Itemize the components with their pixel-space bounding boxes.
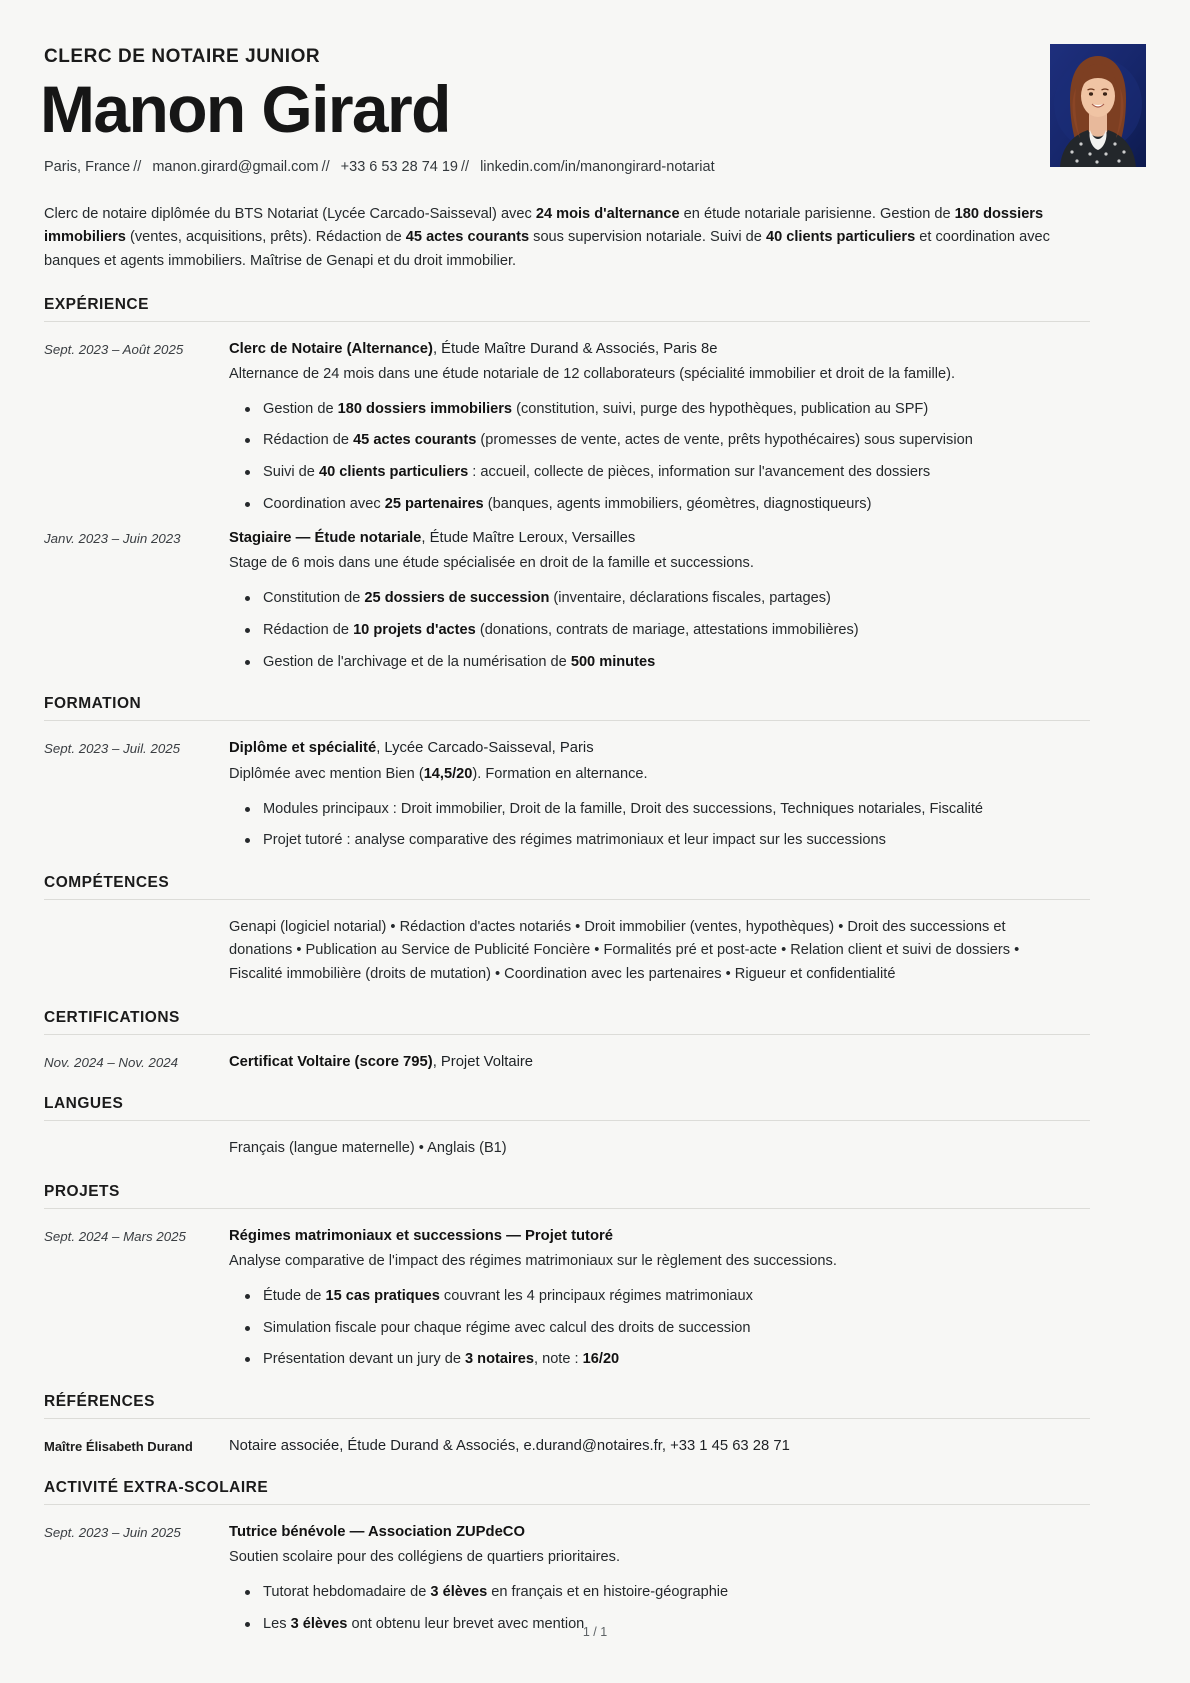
bullet-item [261, 429, 1090, 452]
section-heading-langues: LANGUES [44, 1095, 124, 1113]
body-text: Simulation fiscale pour chaque régime avec calcul des droits de succession [263, 1319, 751, 1336]
body-text: Soutien scolaire pour des collégiens de quartiers prioritaires. [229, 1549, 620, 1566]
entry-description [229, 363, 1090, 386]
body-text: (inventaire, déclarations fiscales, partages) [549, 590, 831, 607]
section-divider [44, 321, 1090, 322]
body-text: , note : [533, 1351, 583, 1368]
bullet-item [261, 587, 1090, 610]
emphasis-text: 180 dossiers immobiliers [44, 205, 1044, 246]
body-text: Gestion de [263, 400, 338, 417]
emphasis-text: 25 partenaires [384, 495, 484, 512]
body-text: , Lycée Carcado-Saisseval, Paris [376, 740, 594, 757]
emphasis-text: 45 actes courants [353, 432, 477, 449]
section-divider [44, 899, 1090, 900]
body-text: Gestion de l'archivage et de la numérisation de [263, 653, 571, 670]
competences-text: Genapi (logiciel notarial) • Rédaction d'actes notariés • Droit immobilier (ventes, hypothèques) • Droit des successions et donations • Publication au Service de Publicité Foncière • Formalités pré et post-acte • Relation client et suivi de dossiers • Fiscalité immobilière (droits de mutation) • Coordination avec les partenaires • Rigueur et confidentialité [229, 918, 1020, 983]
emphasis-text: Diplôme et spécialité [229, 740, 377, 757]
emphasis-text: Régimes matrimoniaux et successions — Projet tutoré [229, 1227, 614, 1244]
section-heading-certifications: CERTIFICATIONS [44, 1008, 180, 1026]
section-heading-competences: COMPÉTENCES [44, 873, 170, 891]
emphasis-text: 45 actes courants [405, 229, 530, 246]
bullet-item [261, 1581, 1090, 1604]
reference-name: Maître Élisabeth Durand [44, 1439, 193, 1454]
contact-separator-1: // [133, 158, 142, 175]
body-text: sous supervision notariale. Suivi de [529, 229, 766, 246]
body-text: (promesses de vente, actes de vente, prêts hypothécaires) sous supervision [476, 432, 973, 449]
body-text: Coordination avec [263, 495, 385, 512]
entry-bullet-list [229, 398, 1090, 515]
section-experience [44, 296, 1090, 674]
emphasis-text: 25 dossiers de succession [364, 590, 550, 607]
body-text: Diplômée avec mention Bien ( [229, 765, 424, 782]
body-text: Notaire associée, Étude Durand & Associés, e.durand@notaires.fr, +33 1 45 63 28 71 [229, 1438, 790, 1454]
section-heading-activite-extra-scolaire: ACTIVITÉ EXTRA-SCOLAIRE [44, 1479, 269, 1497]
section-competences [44, 874, 1090, 987]
body-text: Les [263, 1616, 291, 1633]
entry-title [229, 1225, 1090, 1247]
section-divider [44, 720, 1090, 721]
body-text: , Étude Maître Leroux, Versailles [421, 530, 636, 547]
entry-description [229, 552, 1090, 575]
entry-body [229, 1225, 1090, 1371]
body-text: Tutorat hebdomadaire de [263, 1584, 431, 1601]
page-title: CLERC DE NOTAIRE JUNIOR [44, 46, 321, 67]
body-text: Constitution de [263, 590, 365, 607]
bullet-item [261, 1348, 1090, 1371]
entry-title [229, 737, 1090, 759]
body-text: Alternance de 24 mois dans une étude notariale de 12 collaborateurs (spécialité immobilier et droit de la famille). [229, 365, 956, 382]
bullet-item [261, 398, 1090, 421]
emphasis-text: 40 clients particuliers [318, 464, 469, 481]
section-activite-extra-scolaire [44, 1479, 1090, 1635]
bullet-item [261, 651, 1090, 674]
entry-body [229, 1051, 1090, 1073]
bullet-item [261, 493, 1090, 516]
body-text: Étude de [263, 1288, 326, 1305]
entry-bullet-list [229, 587, 1090, 673]
body-text: Présentation devant un jury de [263, 1351, 466, 1368]
entry [44, 515, 1090, 673]
contact-line [44, 157, 920, 179]
emphasis-text: 14,5/20 [423, 765, 473, 782]
page-indicator: 1 / 1 [582, 1625, 608, 1639]
entry-title [229, 1521, 1090, 1543]
section-references [44, 1393, 1090, 1457]
body-text: Analyse comparative de l'impact des régimes matrimoniaux sur le règlement des successions. [229, 1253, 837, 1270]
body-text: , Étude Maître Durand & Associés, Paris 8e [432, 340, 718, 357]
section-divider [44, 1208, 1090, 1209]
entry-bullet-list [229, 1285, 1090, 1371]
entry-title [229, 527, 1090, 549]
contact-separator-3: // [460, 158, 470, 175]
bullet-item [261, 461, 1090, 484]
contact-phone[interactable]: +33 6 53 28 74 19 [340, 158, 458, 175]
entry-description [229, 1250, 1090, 1273]
section-heading-experience: EXPÉRIENCE [44, 295, 149, 313]
entry [44, 1039, 1090, 1074]
resume-header [40, 44, 1090, 179]
section-langues [44, 1095, 1090, 1161]
entry-title [229, 1051, 1090, 1073]
body-text: , Projet Voltaire [432, 1053, 534, 1070]
section-divider [44, 1034, 1090, 1035]
section-projets [44, 1183, 1090, 1371]
emphasis-text: Certificat Voltaire (score 795) [229, 1053, 433, 1070]
candidate-name: Manon Girard [40, 71, 450, 146]
section-divider [44, 1504, 1090, 1505]
entry-body [229, 527, 1090, 673]
section-heading-projets: PROJETS [44, 1182, 120, 1200]
bullet-item [261, 829, 1090, 852]
emphasis-text: 500 minutes [570, 653, 656, 670]
entry-title [229, 1435, 1090, 1457]
contact-email[interactable]: manon.girard@gmail.com [152, 158, 319, 175]
entry-dates: Sept. 2024 – Mars 2025 [44, 1228, 186, 1244]
body-text: ). Formation en alternance. [472, 765, 648, 782]
entry-description [229, 763, 1090, 786]
section-divider [44, 1120, 1090, 1121]
body-text: Projet tutoré : analyse comparative des régimes matrimoniaux et leur impact sur les successions [263, 832, 886, 849]
emphasis-text: 40 clients particuliers [765, 229, 916, 246]
body-text: Modules principaux : Droit immobilier, Droit de la famille, Droit des successions, Techniques notariales, Fiscalité [263, 800, 983, 817]
entry [44, 1509, 1090, 1635]
entry-dates: Nov. 2024 – Nov. 2024 [44, 1054, 179, 1070]
body-text: en étude notariale parisienne. Gestion de [679, 205, 955, 222]
emphasis-text: 15 cas pratiques [325, 1288, 440, 1305]
entry-body [229, 737, 1090, 851]
body-text: Rédaction de [263, 432, 354, 449]
emphasis-text: Stagiaire — Étude notariale [229, 530, 422, 547]
sections-container [44, 296, 1090, 1636]
body-text: et coordination avec banques et agents immobiliers. Maîtrise de Genapi et du droit immobilier. [44, 229, 1050, 269]
emphasis-text: 16/20 [582, 1351, 620, 1368]
section-divider [44, 1418, 1090, 1419]
entry-description [229, 1546, 1090, 1569]
body-text: (ventes, acquisitions, prêts). Rédaction de [125, 229, 406, 246]
body-text: (banques, agents immobiliers, géomètres, diagnostiqueurs) [483, 495, 872, 512]
body-text: ont obtenu leur brevet avec mention [347, 1616, 585, 1633]
contact-location: Paris, France [44, 158, 131, 175]
avatar [1050, 44, 1146, 167]
emphasis-text: 3 notaires [465, 1351, 534, 1368]
emphasis-text: 3 élèves [290, 1616, 348, 1633]
body-text: en français et en histoire-géographie [487, 1584, 729, 1601]
professional-summary [44, 203, 1090, 274]
contact-separator-2: // [321, 158, 330, 175]
bullet-item [261, 798, 1090, 821]
section-heading-formation: FORMATION [44, 695, 142, 713]
entry [44, 1423, 1090, 1457]
entry-dates: Sept. 2023 – Juil. 2025 [44, 741, 181, 757]
bullet-item [261, 1317, 1090, 1340]
section-certifications [44, 1009, 1090, 1074]
emphasis-text: Clerc de Notaire (Alternance) [229, 340, 433, 357]
entry-bullet-list [229, 798, 1090, 852]
entry [44, 326, 1090, 516]
contact-linkedin[interactable]: linkedin.com/in/manongirard-notariat [480, 158, 715, 175]
entry-body [229, 1521, 1090, 1635]
entry-dates: Janv. 2023 – Juin 2023 [44, 531, 181, 547]
entry-dates: Sept. 2023 – Août 2025 [44, 341, 184, 357]
bullet-item [261, 1285, 1090, 1308]
emphasis-text: Tutrice bénévole — Association ZUPdeCO [229, 1524, 525, 1541]
entry-body [229, 338, 1090, 516]
entry-title [229, 338, 1090, 360]
entry-body [229, 1435, 1090, 1457]
entry [44, 1213, 1090, 1371]
bullet-item [261, 619, 1090, 642]
langues-text: Français (langue maternelle) • Anglais (B1) [229, 1140, 507, 1157]
entry-dates: Sept. 2023 – Juin 2025 [44, 1525, 181, 1541]
section-heading-references: RÉFÉRENCES [44, 1393, 155, 1410]
profile-photo-icon [1050, 44, 1146, 167]
emphasis-text: 3 élèves [430, 1584, 488, 1601]
entry [44, 725, 1090, 851]
section-formation [44, 695, 1090, 851]
body-text: Stage de 6 mois dans une étude spécialisée en droit de la famille et successions. [229, 555, 754, 572]
body-text: Clerc de notaire diplômée du BTS Notariat (Lycée Carcado-Saisseval) avec [44, 205, 536, 222]
body-text: : accueil, collecte de pièces, information sur l'avancement des dossiers [468, 464, 931, 481]
body-text: couvrant les 4 principaux régimes matrimoniaux [439, 1288, 753, 1305]
body-text: Rédaction de [263, 622, 354, 639]
body-text: (constitution, suivi, purge des hypothèques, publication au SPF) [512, 400, 929, 417]
emphasis-text: 180 dossiers immobiliers [337, 400, 513, 417]
body-text: Suivi de [263, 464, 319, 481]
emphasis-text: 24 mois d'alternance [535, 205, 680, 222]
body-text: (donations, contrats de mariage, attestations immobilières) [475, 622, 859, 639]
emphasis-text: 10 projets d'actes [353, 622, 476, 639]
